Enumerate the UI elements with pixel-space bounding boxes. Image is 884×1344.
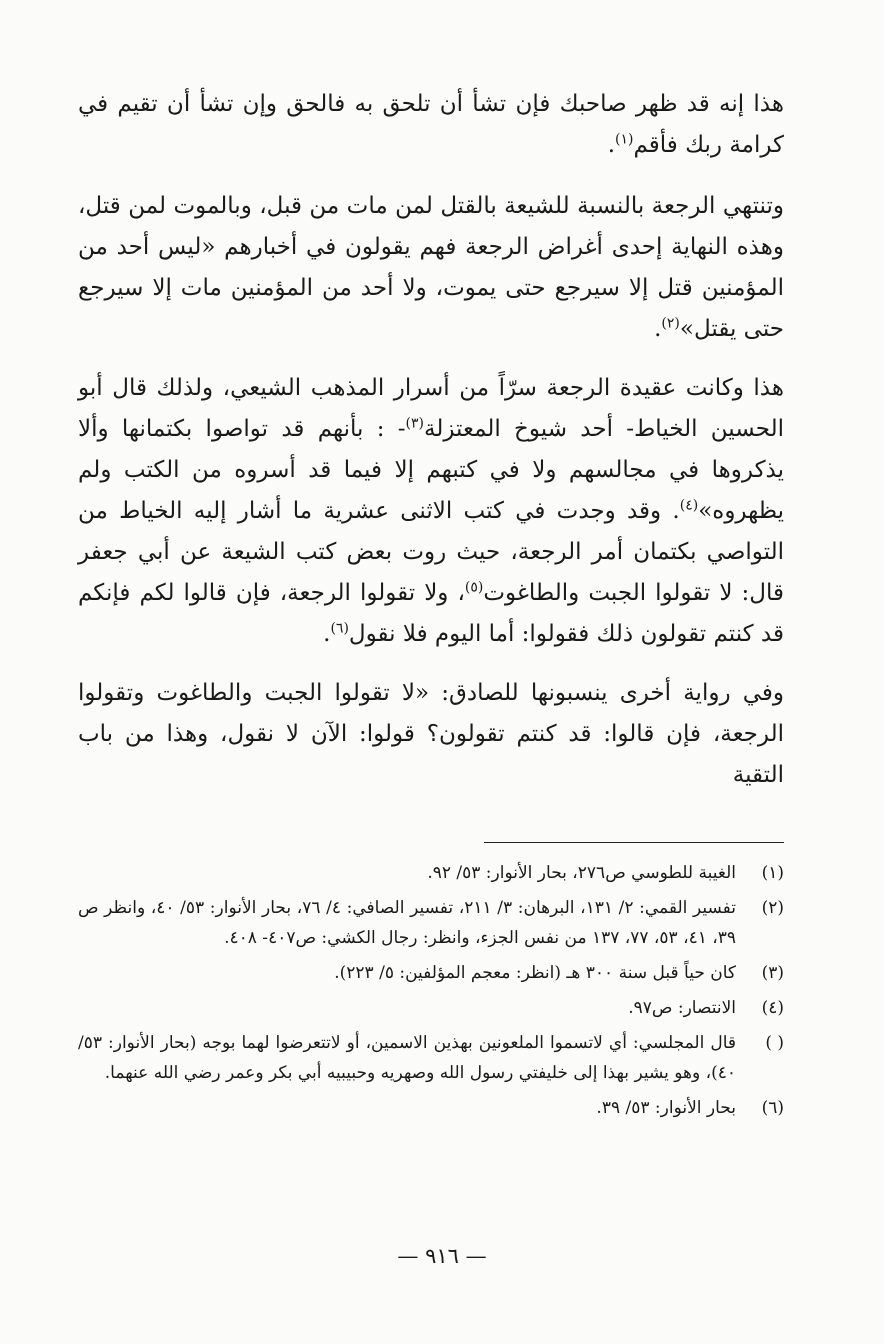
footnote-text: تفسير القمي: ٢/ ١٣١، البرهان: ٣/ ٢١١، تفسير الصافي: ٤/ ٧٦، بحار الأنوار: ٥٣/ ٤٠، وانظر ص ٣٩، ٤١، ٥٣، ٧٧، ١٣٧ من نفس الجزء، وانظر: رجال الكشي: ص٤٠٧- ٤٠٨. bbox=[78, 898, 736, 948]
paragraph-end: . bbox=[607, 132, 616, 158]
paragraph-text: ، ولا تقولوا الرجعة، فإن قالوا لكم فإنكم قد كنتم تقولون ذلك فقولوا: أما اليوم فلا نقول bbox=[78, 580, 784, 647]
page-number: — ٩١٦ — bbox=[397, 1244, 487, 1268]
footnote-item bbox=[78, 858, 784, 888]
paragraph-2 bbox=[78, 186, 784, 350]
footnote-text: بحار الأنوار: ٥٣/ ٣٩. bbox=[596, 1098, 736, 1118]
footnote-ref-4[interactable]: (٤) bbox=[679, 497, 699, 514]
footnote-ref-3[interactable]: (٣) bbox=[405, 415, 424, 432]
footnote-number: (٤) bbox=[761, 998, 784, 1018]
footnote-number: ( ) bbox=[765, 1033, 784, 1053]
paragraph-text: وتنتهي الرجعة بالنسبة للشيعة بالقتل لمن مات من قبل، وبالموت لمن قتل، وهذه النهاية إحدى أغراض الرجعة فهم يقولون في أخبارهم «ليس أحد من المؤمنين قتل إلا سيرجع حتى يموت، ولا أحد من المؤمنين مات إلا سيرجع حتى يقتل» bbox=[78, 193, 784, 342]
footnote-ref-5[interactable]: (٥) bbox=[464, 579, 484, 596]
footnote-text: قال المجلسي: أي لاتسموا الملعونين بهذين الاسمين، أو لاتتعرضوا لهما بوجه (بحار الأنوار: ٥٣/ ٤٠)، وهو يشير بهذا إلى خليفتي رسول الله وصهريه وحبيبيه أبي بكر وعمر رضي الله عنهما. bbox=[78, 1033, 736, 1083]
main-text bbox=[78, 84, 784, 796]
footnotes bbox=[78, 858, 784, 1128]
paragraph-text: هذا إنه قد ظهر صاحبك فإن تشأ أن تلحق به فالحق وإن تشأ أن تقيم في كرامة ربك فأقم bbox=[78, 91, 784, 158]
footnote-item bbox=[78, 993, 784, 1023]
paragraph-end: . bbox=[323, 621, 331, 647]
footnote-text: الغيبة للطوسي ص٢٧٦، بحار الأنوار: ٥٣/ ٩٢. bbox=[427, 863, 736, 883]
paragraph-text: . وقد وجدت في كتب الاثنى عشرية ما أشار إليه الخياط من التواصي بكتمان أمر الرجعة، حيث روت بعض كتب الشيعة عن أبي جعفر قال: لا تقولوا الجبت والطاغوت bbox=[78, 498, 784, 606]
footnote-ref-6[interactable]: (٦) bbox=[330, 620, 349, 637]
footnote-item bbox=[78, 1093, 784, 1123]
paragraph-4 bbox=[78, 673, 784, 796]
footnote-divider bbox=[484, 842, 784, 843]
paragraph-text: وفي رواية أخرى ينسبونها للصادق: «لا تقولوا الجبت والطاغوت وتقولوا الرجعة، فإن قالوا: قد كنتم تقولون؟ قولوا: الآن لا نقول، وهذا من باب التقية bbox=[78, 680, 784, 788]
footnote-number: (٣) bbox=[761, 963, 784, 983]
footnote-number: (١) bbox=[761, 863, 784, 883]
paragraph-end: . bbox=[654, 316, 662, 342]
paragraph-text: هذا وكانت عقيدة الرجعة سرّاً من أسرار المذهب الشيعي، ولذلك قال أبو الحسين الخياط- أحد شيوخ المعتزلة bbox=[78, 375, 785, 442]
footnote-ref-2[interactable]: (٢) bbox=[661, 315, 680, 332]
paragraph-text: - : بأنهم قد تواصوا بكتمانها وألا يذكروها في مجالسهم ولا في كتبهم إلا فيما قد أسروه من الكتب ولم يظهروه» bbox=[78, 416, 784, 524]
footnote-item bbox=[78, 958, 784, 988]
footnote-text: كان حياً قبل سنة ٣٠٠ هـ (انظر: معجم المؤلفين: ٥/ ٢٢٣). bbox=[334, 963, 736, 983]
footnote-ref-1[interactable]: (١) bbox=[615, 131, 634, 148]
paragraph-3 bbox=[78, 368, 784, 655]
footnote-number: (٦) bbox=[761, 1098, 784, 1118]
paragraph-1 bbox=[78, 84, 784, 166]
footnote-text: الانتصار: ص٩٧. bbox=[628, 998, 736, 1018]
footnote-item bbox=[78, 1028, 784, 1088]
footnote-item bbox=[78, 893, 784, 953]
footnote-number: (٢) bbox=[761, 898, 784, 918]
